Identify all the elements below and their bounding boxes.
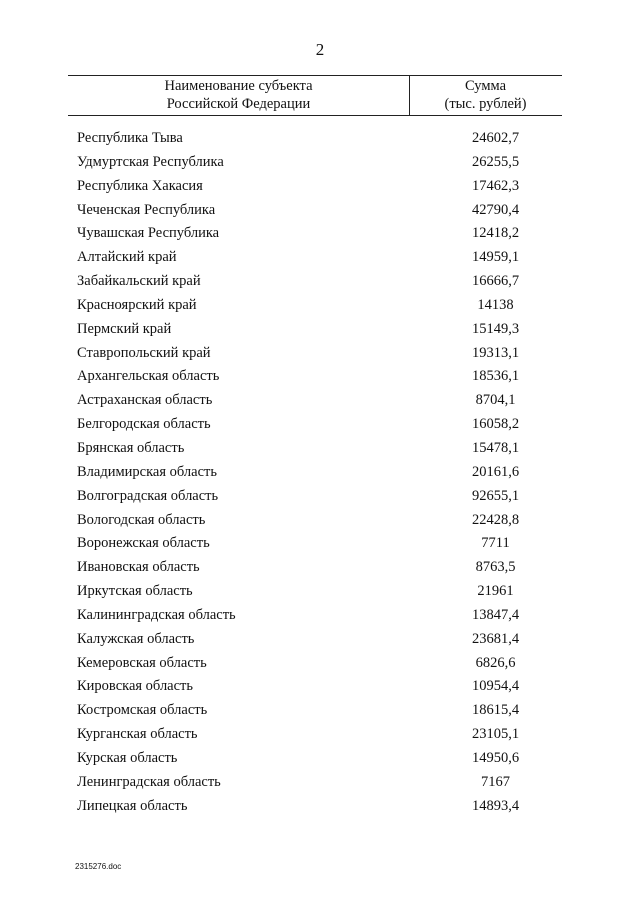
column-header-name-line1: Наименование субъекта [164,78,313,94]
region-name: Республика Тыва [77,130,183,146]
region-name: Волгоградская область [77,487,219,504]
table-header-bottom-rule [68,115,562,116]
amount-value: 18615,4 [471,702,520,719]
table-row [0,771,640,795]
amount-value: 17462,3 [471,177,520,194]
table-row [0,461,640,485]
region-name: Вологодская область [77,511,206,528]
column-header-name [68,77,409,113]
table-row [0,604,640,628]
table-row [0,532,640,556]
amount-value: 14950,6 [471,749,520,766]
region-name: Кемеровская область [77,654,207,671]
region-name: Ставропольский край [77,344,211,361]
column-header-name-line2: Российской Федерации [166,96,311,112]
table-row [0,199,640,223]
region-name: Забайкальский край [77,273,201,290]
table-body [0,127,640,818]
region-name: Белгородская область [77,416,211,433]
region-name: Курганская область [77,726,198,743]
region-name: Красноярский край [77,296,197,313]
region-name: Калининградская область [77,606,236,623]
region-name: Костромская область [77,702,208,719]
table-row [0,580,640,604]
table-row [0,509,640,533]
table-row [0,485,640,509]
amount-value: 15149,3 [471,320,520,337]
amount-value: 26255,5 [471,153,520,170]
table-top-rule [68,75,562,76]
region-name: Архангельская область [77,368,220,385]
amount-value: 14893,4 [471,797,520,814]
region-name: Удмуртская Республика [77,153,224,170]
column-header-sum-line1: Сумма [464,78,507,94]
table-row [0,389,640,413]
region-name: Липецкая область [77,797,188,814]
amount-value: 12418,2 [471,225,520,242]
amount-value: 7711 [481,535,510,552]
region-name: Брянская область [77,439,185,456]
page-number: 2 [315,40,325,59]
table-row [0,747,640,771]
amount-value: 23681,4 [471,630,520,647]
amount-value: 20161,6 [471,463,520,480]
region-name: Пермский край [77,320,172,337]
region-name: Воронежская область [77,535,210,552]
amount-value: 8704,1 [475,392,516,409]
amount-value: 7167 [481,773,510,790]
amount-value: 16058,2 [471,416,520,433]
table-row [0,318,640,342]
amount-value: 13847,4 [471,606,520,623]
document-id: 2315276.doc [75,862,122,871]
column-header-sum [409,77,562,113]
table-row [0,246,640,270]
amount-value: 23105,1 [471,726,520,743]
amount-value: 92655,1 [471,487,520,504]
region-name: Ленинградская область [77,773,221,790]
amount-value: 21961 [477,583,514,600]
table-row [0,795,640,819]
region-name: Чеченская Республика [77,201,216,218]
amount-value: 16666,7 [471,273,520,290]
region-name: Курская область [77,749,178,766]
table-row [0,675,640,699]
amount-value: 6826,6 [475,654,516,671]
amount-value: 22428,8 [471,511,520,528]
amount-value: 18536,1 [471,368,520,385]
region-name: Чувашская Республика [77,225,220,242]
amount-value: 24602,7 [471,130,520,146]
amount-value: 42790,4 [471,201,520,218]
table-row [0,413,640,437]
table-row [0,652,640,676]
table-row [0,556,640,580]
table-row [0,270,640,294]
table-row [0,699,640,723]
table-row [0,437,640,461]
region-name: Калужская область [77,630,195,647]
amount-value: 15478,1 [471,439,520,456]
region-name: Иркутская область [77,583,193,600]
amount-value: 14959,1 [471,249,520,266]
column-header-sum-line2: (тыс. рублей) [444,96,527,112]
region-name: Алтайский край [77,249,177,266]
table-row [0,151,640,175]
amount-value: 14138 [477,296,514,313]
region-name: Владимирская область [77,463,217,480]
region-name: Астраханская область [77,392,213,409]
table-row [0,222,640,246]
table-row [0,294,640,318]
amount-value: 8763,5 [475,559,516,576]
table-row [0,365,640,389]
region-name: Кировская область [77,678,194,695]
table-row [0,342,640,366]
region-name: Ивановская область [77,559,200,576]
table-row [0,628,640,652]
region-name: Республика Хакасия [77,177,203,194]
amount-value: 19313,1 [471,344,520,361]
table-row [0,175,640,199]
amount-value: 10954,4 [471,678,520,695]
table-row [0,723,640,747]
table-row [0,127,640,151]
